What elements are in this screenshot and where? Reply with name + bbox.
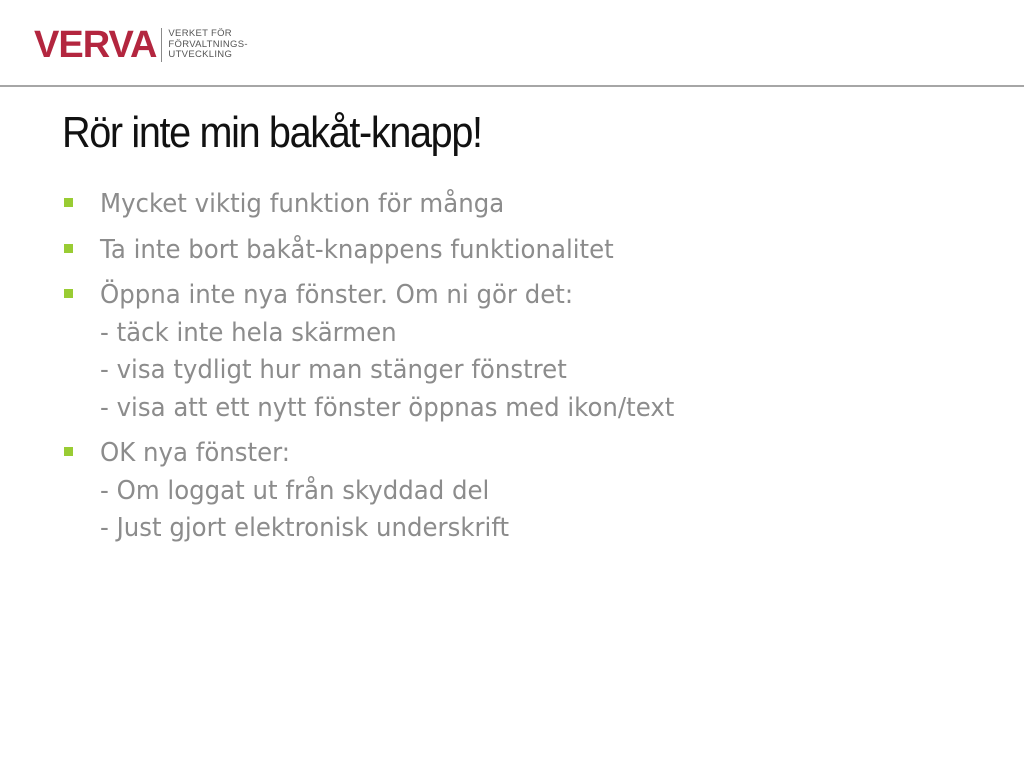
bullet-list xyxy=(62,186,962,556)
bullet-item xyxy=(62,277,962,427)
header-divider xyxy=(0,85,1024,87)
logo-wordmark: VERVA xyxy=(34,24,157,66)
verva-logo xyxy=(34,26,248,64)
bullet-square-icon xyxy=(64,289,73,298)
bullet-item xyxy=(62,186,962,224)
logo-subtitle-line: VERKET FÖR xyxy=(168,28,232,40)
slide-title: Rör inte min bakåt-knapp! xyxy=(62,108,482,157)
bullet-subline: - Just gjort elektronisk underskrift xyxy=(100,513,510,543)
bullet-text: Mycket viktig funktion för många xyxy=(100,189,505,219)
bullet-square-icon xyxy=(64,244,73,253)
bullet-item xyxy=(62,435,962,548)
bullet-subline: - Om loggat ut från skyddad del xyxy=(100,475,490,506)
bullet-text: Ta inte bort bakåt-knappens funktionalitet xyxy=(100,234,614,265)
bullet-text: Öppna inte nya fönster. Om ni gör det: xyxy=(100,280,574,310)
logo-subtitle-line: FÖRVALTNINGS- xyxy=(168,38,248,50)
logo-subtitle xyxy=(168,29,247,61)
bullet-text: OK nya fönster: xyxy=(100,438,290,468)
bullet-item xyxy=(62,232,962,270)
bullet-subline: - visa att ett nytt fönster öppnas med ikon/text xyxy=(100,392,675,423)
bullet-subline: - täck inte hela skärmen xyxy=(100,317,397,348)
logo-divider xyxy=(161,28,162,62)
bullet-square-icon xyxy=(64,198,73,207)
logo-subtitle-line: UTVECKLING xyxy=(168,49,233,61)
bullet-subline: - visa tydligt hur man stänger fönstret xyxy=(100,355,567,385)
bullet-square-icon xyxy=(64,447,73,456)
slide-header xyxy=(0,0,1024,86)
